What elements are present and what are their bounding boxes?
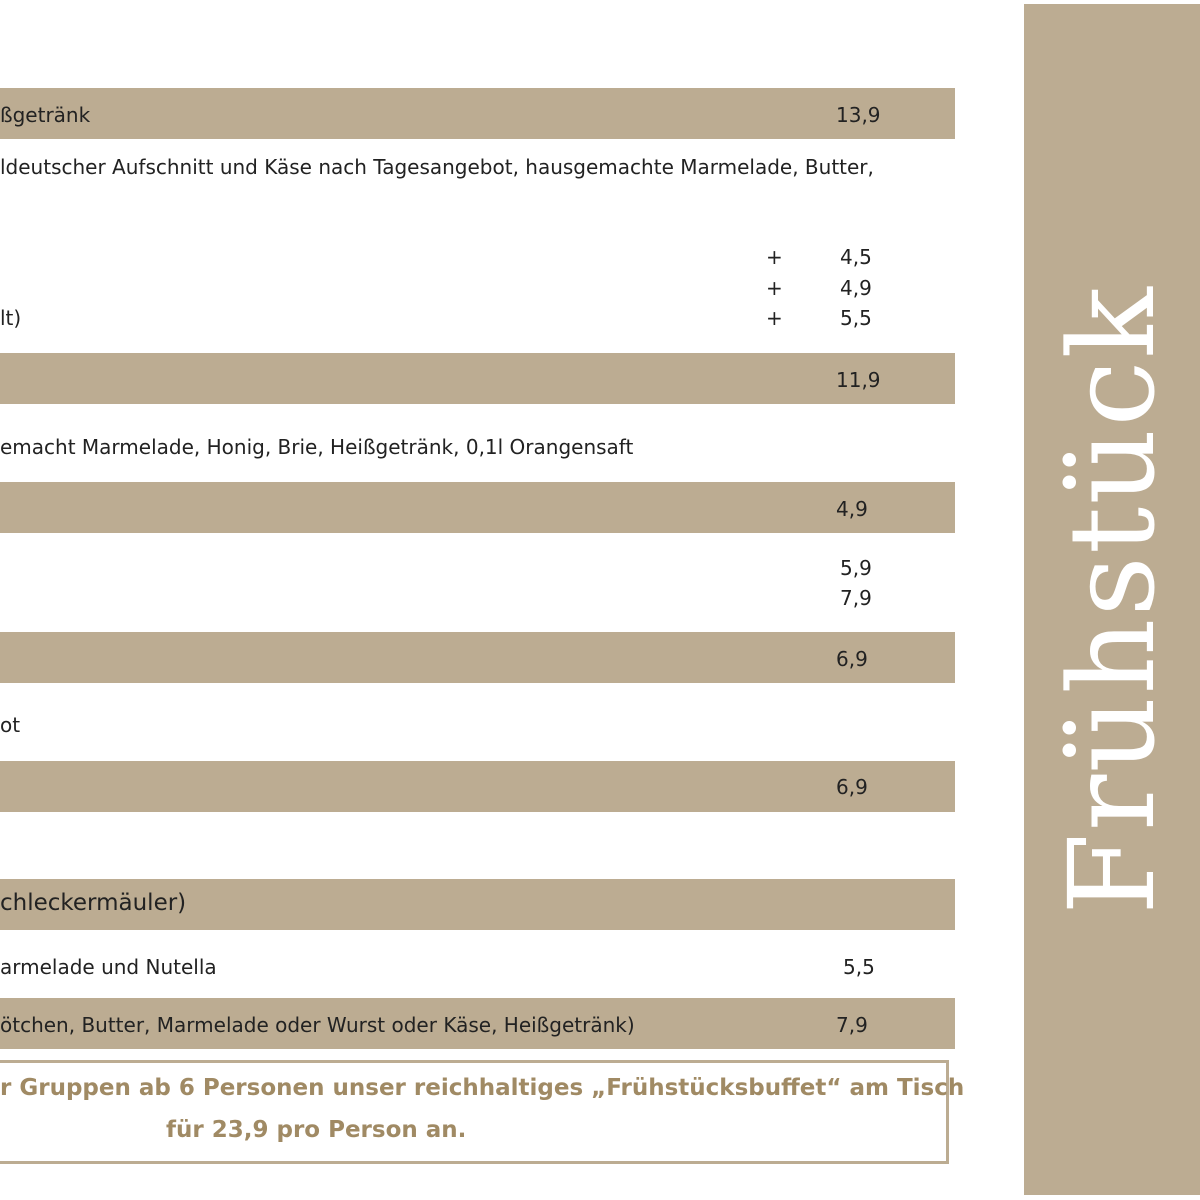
section-3-price: 4,9 bbox=[836, 497, 868, 521]
section-2-price: 11,9 bbox=[836, 368, 881, 392]
extra-1-plus: + bbox=[766, 245, 783, 269]
section-6-item-2-label: ötchen, Butter, Marmelade oder Wurst oder Käse, Heißgetränk) bbox=[0, 1013, 635, 1037]
section-4-description: ot bbox=[0, 713, 21, 737]
section-1-header-band bbox=[0, 88, 955, 139]
section-5-header-band bbox=[0, 761, 955, 812]
sidebar-panel bbox=[1024, 4, 1200, 1195]
section-6-item-1-label: armelade und Nutella bbox=[0, 955, 217, 979]
section-2-description: emacht Marmelade, Honig, Brie, Heißgetränk, 0,1l Orangensaft bbox=[0, 435, 634, 459]
section-4-price: 6,9 bbox=[836, 647, 868, 671]
section-3-header-band bbox=[0, 482, 955, 533]
group-buffet-notice-line-1: r Gruppen ab 6 Personen unser reichhaltiges „Frühstücksbuffet“ am Tisch bbox=[0, 1075, 965, 1101]
section-6-item-1-price: 5,5 bbox=[843, 955, 875, 979]
extra-3-plus: + bbox=[766, 306, 783, 330]
section-6-header: chleckermäuler) bbox=[0, 890, 187, 916]
extra-2-price: 4,9 bbox=[840, 276, 872, 300]
section-5-price: 6,9 bbox=[836, 775, 868, 799]
extra-3-price: 5,5 bbox=[840, 306, 872, 330]
group-buffet-notice-line-2: für 23,9 pro Person an. bbox=[166, 1117, 467, 1143]
section-1-price: 13,9 bbox=[836, 103, 881, 127]
section-3-extra-1-price: 5,9 bbox=[840, 556, 872, 580]
extra-2-plus: + bbox=[766, 276, 783, 300]
section-2-header-band bbox=[0, 353, 955, 404]
section-4-header-band bbox=[0, 632, 955, 683]
extra-3-label: lt) bbox=[0, 306, 22, 330]
sidebar-title: Frühstück bbox=[1043, 284, 1181, 915]
extra-1-price: 4,5 bbox=[840, 245, 872, 269]
section-3-extra-2-price: 7,9 bbox=[840, 586, 872, 610]
section-1-description: ldeutscher Aufschnitt und Käse nach Tagesangebot, hausgemachte Marmelade, Butter, bbox=[0, 155, 874, 179]
section-6-item-2-price: 7,9 bbox=[836, 1013, 868, 1037]
section-1-header: ßgetränk bbox=[0, 103, 91, 127]
